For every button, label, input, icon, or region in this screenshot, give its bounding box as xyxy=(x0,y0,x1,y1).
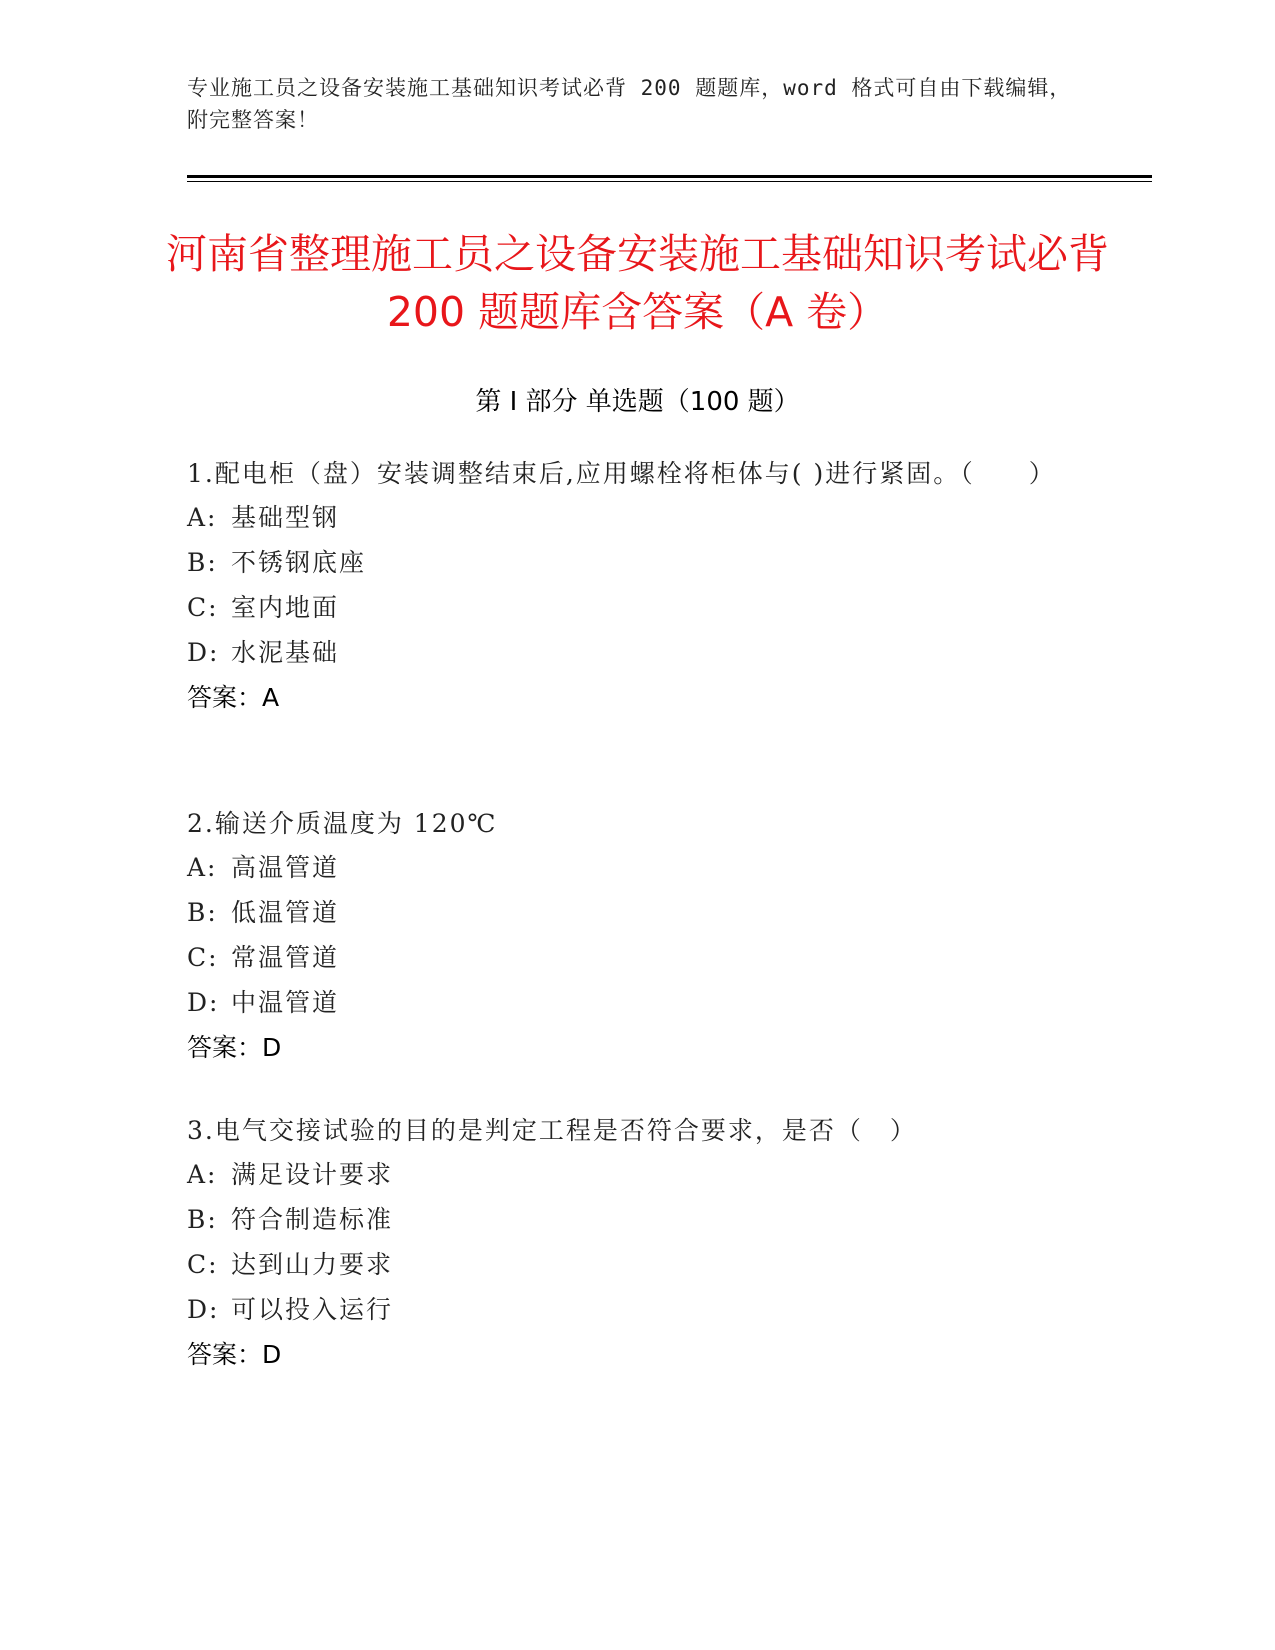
option-a xyxy=(187,845,1067,890)
question-stem: 2.输送介质温度为 120℃ xyxy=(187,809,498,838)
option-c xyxy=(187,1242,1067,1287)
option-letter: D: xyxy=(187,988,220,1017)
answer-line: 答案：A xyxy=(187,683,280,712)
option-letter: C: xyxy=(187,1250,219,1279)
option-letter: B: xyxy=(187,1205,218,1234)
option-letter: A: xyxy=(187,503,218,532)
document-title: 河南省整理施工员之设备安装施工基础知识考试必背 200 题题库含答案（A 卷） xyxy=(166,230,1109,336)
header-rule-thick xyxy=(187,175,1152,178)
option-text: 高温管道 xyxy=(231,853,340,882)
option-text: 室内地面 xyxy=(231,593,340,622)
answer-line: 答案：D xyxy=(187,1340,282,1369)
option-letter: A: xyxy=(187,853,218,882)
question-1 xyxy=(187,453,1067,720)
option-d xyxy=(187,1287,1067,1332)
section-title: 第 I 部分 单选题（100 题） xyxy=(475,387,800,417)
option-text: 可以投入运行 xyxy=(231,1295,394,1324)
option-letter: A: xyxy=(187,1160,218,1189)
option-text: 水泥基础 xyxy=(231,638,340,667)
question-3 xyxy=(187,1110,1067,1377)
option-b xyxy=(187,890,1067,935)
option-text: 常温管道 xyxy=(231,943,340,972)
option-letter: B: xyxy=(187,548,218,577)
option-text: 基础型钢 xyxy=(231,503,340,532)
question-stem: 3.电气交接试验的目的是判定工程是否符合要求，是否（ ） xyxy=(187,1116,917,1145)
option-c xyxy=(187,935,1067,980)
option-text: 符合制造标准 xyxy=(231,1205,394,1234)
option-text: 中温管道 xyxy=(231,988,340,1017)
option-text: 满足设计要求 xyxy=(231,1160,394,1189)
header-note: 专业施工员之设备安装施工基础知识考试必背 200 题题库，word 格式可自由下载编辑，附完整答案！ xyxy=(187,76,1072,132)
option-a xyxy=(187,495,1067,540)
option-d xyxy=(187,630,1067,675)
question-2 xyxy=(187,803,1067,1070)
option-letter: B: xyxy=(187,898,218,927)
option-b xyxy=(187,1197,1067,1242)
option-a xyxy=(187,1152,1067,1197)
option-d xyxy=(187,980,1067,1025)
option-b xyxy=(187,540,1067,585)
option-letter: C: xyxy=(187,943,219,972)
question-stem: 1.配电柜（盘）安装调整结束后,应用螺栓将柜体与( )进行紧固。（ ） xyxy=(187,459,1056,488)
option-text: 不锈钢底座 xyxy=(231,548,367,577)
header-rule-thin xyxy=(187,181,1152,182)
option-c xyxy=(187,585,1067,630)
option-letter: D: xyxy=(187,638,220,667)
option-letter: D: xyxy=(187,1295,220,1324)
option-text: 达到山力要求 xyxy=(231,1250,394,1279)
answer-line: 答案：D xyxy=(187,1033,282,1062)
option-text: 低温管道 xyxy=(231,898,340,927)
option-letter: C: xyxy=(187,593,219,622)
